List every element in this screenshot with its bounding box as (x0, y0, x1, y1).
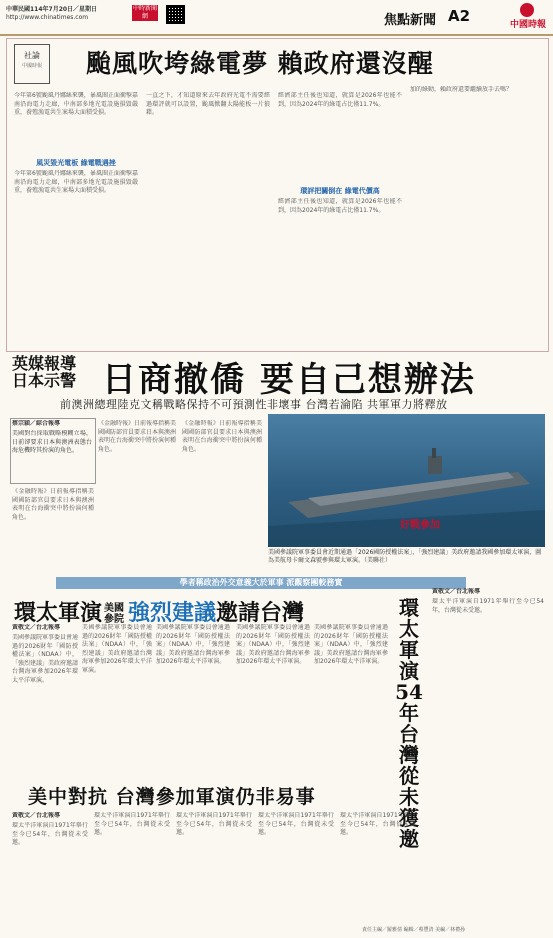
masthead-divider (0, 34, 553, 36)
column-name: 社論 (24, 51, 40, 60)
story4-column-1: 環太平洋軍演自1971年舉行至今已54年，台灣從未受邀。 (12, 822, 88, 847)
story2-byline: 蔡宗穎／綜合報導 (12, 420, 61, 427)
story3-banner: 學者稱政治外交意義大於軍事 派觀察團較務實 (56, 577, 466, 589)
story2-lead: 美國對台採取戰略模糊立場，日前卻要求日本與澳洲表態台海危機時其扮演的角色。 (12, 430, 92, 455)
column-sub: 中國時報 (21, 63, 42, 69)
news-network-badge: 中時新聞網 (132, 5, 157, 20)
story3-headline-b: 美國參院 (104, 603, 125, 625)
sidebar-vertical-headline: 環太軍演54年 台灣從未獲邀 (395, 596, 423, 851)
story4-column-5: 環太平洋軍演自1971年舉行至今已54年，台灣從未受邀。 (340, 812, 416, 837)
logo-mark-icon (520, 3, 534, 17)
masthead-date: 中華民國114年7月20日／星期日 (6, 6, 98, 13)
sidebar-body: 環太平洋軍演自1971年舉行至今已54年，台灣從未受邀。 (432, 598, 544, 614)
story2-deck: 前澳洲總理陸克文稱戰略保持不可預測性非壞事 台灣若淪陷 共軍軍力將釋放 (60, 398, 448, 411)
masthead-url: http://www.chinatimes.com (6, 14, 89, 21)
page-credits: 責任主編／羅雅倩 編輯／蔡豐清 美編／林禮孙 (362, 927, 466, 933)
editorial-column-1b: 今年第6號颱風丹娜絲來襲，暴風圈正面衝擊嘉南沿海電力走廊，中南部多地光電設施損毀嚴重，養殖漁電共生案場大面積受損。 (14, 170, 138, 195)
story2-column-2: 《金融時報》日前報導指稱美國國防部官員要求日本與澳洲表明在台海衝突中將扮演何種角色。 (182, 420, 262, 453)
story2-column-1: 《金融時報》日前報導指稱美國國防部官員要求日本與澳洲表明在台海衝突中將扮演何種角色。 (98, 420, 176, 453)
story4-column-3: 環太平洋軍演自1971年舉行至今已54年，台灣從未受邀。 (176, 812, 252, 837)
story4-byline: 黃敬文／台北報導 (12, 812, 61, 819)
photo-caption: 美國參議院軍事委員會近期通過「2026國防授權法案」，「強烈建議」美政府邀請我國參加環太軍演，圖為美航母卡爾文森號參與環太軍演。（美聯社） (268, 549, 542, 564)
story3-headline-d: 邀請台灣 (216, 600, 305, 626)
masthead-dateline (6, 6, 97, 22)
story3-headline-c: 強烈建議 (128, 600, 217, 626)
story4-column-4: 環太平洋軍演自1971年舉行至今已54年，台灣從未受邀。 (258, 812, 334, 837)
story3-headline (14, 596, 304, 627)
story3-column-1: 美國參議院軍事委員會通過的2026財年「國防授權法案」（NDAA）中，「強烈建議」美政府邀請台灣海軍參加2026年環太平洋軍演。 (12, 634, 78, 684)
story3-column-4: 美國參議院軍事委員會通過的2026財年「國防授權法案」（NDAA）中，「強烈建議」美政府邀請台灣海軍參加2026年環太平洋軍演。 (236, 624, 310, 666)
editorial-column-4: 加的綠動，賴政府還要繼續放手去嗎？ (410, 86, 513, 93)
editorial-column-2: 一直之下，才知道原來去年政府光電不需要經過環評就可以設置，颱風掀翻太陽能板一片狼藉。 (146, 92, 270, 117)
story3-column-3: 美國參議院軍事委員會通過的2026財年「國防授權法案」（NDAA）中，「強烈建議」美政府邀請台灣海軍參加2026年環太平洋軍演。 (156, 624, 230, 666)
story3-byline: 黃敬文／台北報導 (12, 624, 61, 631)
editorial-column-badge (14, 44, 50, 84)
newspaper-logo (508, 3, 548, 33)
story2-kicker: 英媒報導日本示警 (12, 354, 77, 390)
page-number: A2 (448, 7, 471, 25)
section-title: 焦點新聞 (384, 13, 437, 28)
story2-headline: 日商撤僑 要自己想辦法 (102, 360, 476, 400)
sidebar-byline: 黃敬文／台北報導 (432, 588, 481, 595)
logo-text: 中國時報 (509, 20, 546, 30)
editorial-column-3: 經濟部主任後也知道，就算是2026年也能不到，因為2024年的綠電占比僅11.7%。 (278, 92, 402, 108)
editorial-column-3b: 經濟部主任後也知道，就算是2026年也能不到，因為2024年的綠電占比僅11.7%。 (278, 198, 402, 214)
story4-headline: 美中對抗 台灣參加軍演仍非易事 (28, 786, 316, 808)
qr-code-icon (166, 5, 185, 24)
photo-caption-title: 好戰參加 (400, 520, 440, 531)
story2-column-1b: 《金融時報》日前報導指稱美國國防部官員要求日本與澳洲表明在台海衝突中將扮演何種角色。 (12, 488, 94, 521)
story3-column-5: 美國參議院軍事委員會通過的2026財年「國防授權法案」（NDAA）中，「強烈建議」美政府邀請台灣海軍參加2026年環太平洋軍演。 (314, 624, 388, 666)
editorial-column-1: 今年第6號颱風丹娜絲來襲，暴風圈正面衝擊嘉南沿海電力走廊，中南部多地光電設施損毀嚴重，養殖漁電共生案場大面積受損。 (14, 92, 138, 117)
editorial-subhead-2: 環評把關倒在 綠電代價高 (300, 187, 380, 195)
editorial-subhead-1: 風災毀光電板 綠電戰遇挫 (36, 159, 116, 167)
story3-headline-a: 環太軍演 (14, 600, 103, 626)
story3-column-2: 美國參議院軍事委員會通過的2026財年「國防授權法案」（NDAA）中，「強烈建議」美政府邀請台灣海軍參加2026年環太平洋軍演。 (82, 624, 152, 674)
story4-column-2: 環太平洋軍演自1971年舉行至今已54年，台灣從未受邀。 (94, 812, 170, 837)
editorial-headline: 颱風吹垮綠電夢 賴政府還沒醒 (86, 49, 434, 78)
